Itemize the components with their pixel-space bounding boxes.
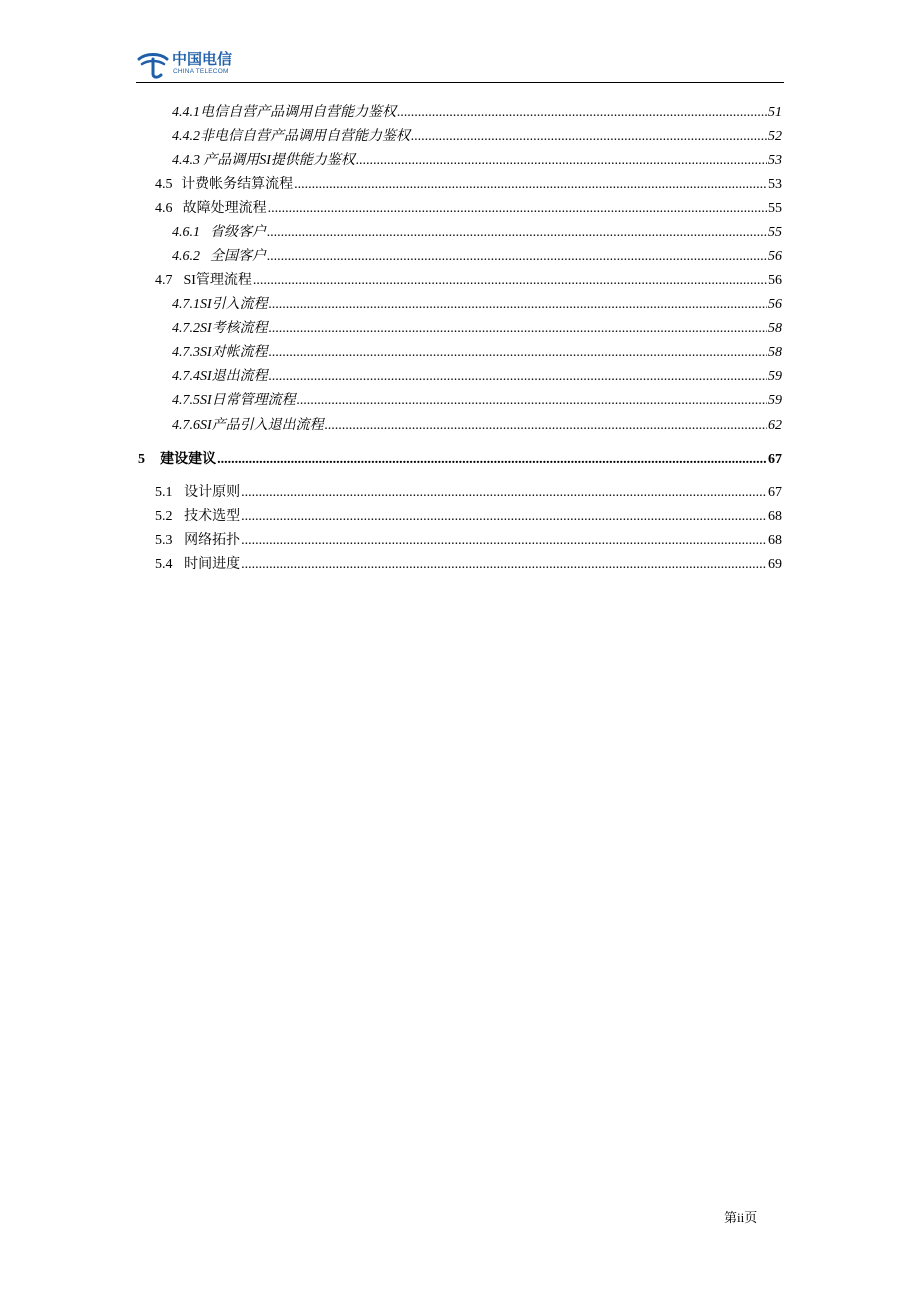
toc-number: 4.4.2 <box>172 129 200 144</box>
toc-leader <box>267 224 767 242</box>
toc-entry-4-7-4[interactable] <box>172 368 782 386</box>
toc-entry-5-1[interactable] <box>155 484 782 502</box>
toc-page: 59 <box>768 369 782 384</box>
toc-title: 产品调用SI提供能力鉴权 <box>203 153 355 168</box>
page-number-footer: 第ii页 <box>724 1210 758 1225</box>
toc-page: 56 <box>768 249 782 264</box>
toc-leader <box>267 248 767 266</box>
toc-title: SI对帐流程 <box>200 345 268 360</box>
toc-number: 4.7.4 <box>172 369 200 384</box>
toc-title: 计费帐务结算流程 <box>181 177 294 192</box>
toc-leader <box>241 556 767 574</box>
toc-leader <box>241 484 767 502</box>
toc-leader <box>269 296 767 314</box>
toc-title: 非电信自营产品调用自营能力鉴权 <box>200 129 410 144</box>
toc-entry-4-6[interactable] <box>155 200 782 218</box>
toc-page: 62 <box>768 418 782 433</box>
toc-number: 4.7.5 <box>172 393 200 408</box>
toc-number: 4.7.3 <box>172 345 200 360</box>
toc-page: 69 <box>768 557 782 572</box>
toc-number: 4.7.1 <box>172 297 200 312</box>
toc-leader <box>397 104 767 122</box>
toc-entry-4-4-3[interactable] <box>172 152 782 170</box>
toc-entry-5-4[interactable] <box>155 556 782 574</box>
toc-entry-4-4-2[interactable] <box>172 128 782 146</box>
toc-page: 51 <box>768 105 782 120</box>
toc-leader <box>356 152 767 170</box>
toc-title: 技术选型 <box>184 509 241 524</box>
toc-page: 58 <box>768 345 782 360</box>
toc-leader <box>269 344 767 362</box>
toc-title: SI产品引入退出流程 <box>200 418 324 433</box>
toc-title: SI管理流程 <box>183 273 252 288</box>
toc-page: 67 <box>768 485 782 500</box>
toc-leader <box>241 532 767 550</box>
toc-page: 68 <box>768 533 782 548</box>
toc-number: 4.6.2 <box>172 249 200 264</box>
logo-english-name: CHINA TELECOM <box>173 68 229 75</box>
logo-chinese-name: 中国电信 <box>172 50 233 68</box>
toc-entry-4-5[interactable] <box>155 176 782 194</box>
toc-number: 4.4.1 <box>172 105 200 120</box>
toc-page: 56 <box>768 273 782 288</box>
toc-title: 省级客户 <box>210 225 267 240</box>
toc-leader <box>297 392 767 410</box>
toc-entry-5[interactable] <box>138 451 782 469</box>
toc-page: 68 <box>768 509 782 524</box>
toc-title: SI日常管理流程 <box>200 393 296 408</box>
toc-leader <box>411 128 767 146</box>
toc-page: 53 <box>768 177 782 192</box>
toc-leader <box>268 200 767 218</box>
toc-leader <box>269 320 767 338</box>
toc-entry-4-7-3[interactable] <box>172 344 782 362</box>
toc-title: SI退出流程 <box>200 369 268 384</box>
toc-page: 55 <box>768 225 782 240</box>
toc-leader <box>325 417 767 435</box>
toc-number: 4.7.2 <box>172 321 200 336</box>
toc-number: 5 <box>138 452 145 467</box>
toc-title: 设计原则 <box>184 485 241 500</box>
toc-leader <box>217 451 767 469</box>
toc-title: SI考核流程 <box>200 321 268 336</box>
toc-title: 网络拓扑 <box>184 533 241 548</box>
toc-entry-4-7-5[interactable] <box>172 392 782 410</box>
toc-title: 故障处理流程 <box>182 201 267 216</box>
toc-number: 4.7 <box>155 273 173 288</box>
toc-entry-5-2[interactable] <box>155 508 782 526</box>
toc-number: 5.3 <box>155 533 173 548</box>
toc-number: 4.6 <box>155 201 173 216</box>
toc-title: 电信自营产品调用自营能力鉴权 <box>200 105 397 120</box>
toc-number: 4.4.3 <box>172 153 200 168</box>
toc-entry-5-3[interactable] <box>155 532 782 550</box>
toc-title: SI引入流程 <box>200 297 268 312</box>
toc-page: 56 <box>768 297 782 312</box>
toc-page: 53 <box>768 153 782 168</box>
toc-entry-4-6-1[interactable] <box>172 224 782 242</box>
toc-page: 67 <box>768 452 782 467</box>
toc-number: 4.6.1 <box>172 225 200 240</box>
toc-title: 全国客户 <box>210 249 267 264</box>
toc-entry-4-6-2[interactable] <box>172 248 782 266</box>
toc-page: 58 <box>768 321 782 336</box>
toc-number: 4.7.6 <box>172 418 200 433</box>
toc-entry-4-4-1[interactable] <box>172 104 782 122</box>
toc-entry-4-7-1[interactable] <box>172 296 782 314</box>
toc-leader <box>253 272 767 290</box>
toc-number: 5.2 <box>155 509 173 524</box>
toc-title: 建设建议 <box>160 452 217 467</box>
toc-leader <box>269 368 767 386</box>
toc-entry-4-7-6[interactable] <box>172 417 782 435</box>
toc-title: 时间进度 <box>184 557 241 572</box>
toc-number: 5.4 <box>155 557 173 572</box>
toc-number: 4.5 <box>155 177 173 192</box>
toc-entry-4-7-2[interactable] <box>172 320 782 338</box>
toc-leader <box>294 176 767 194</box>
toc-leader <box>241 508 767 526</box>
toc-entry-4-7[interactable] <box>155 272 782 290</box>
toc-number: 5.1 <box>155 485 173 500</box>
toc-page: 52 <box>768 129 782 144</box>
toc-page: 59 <box>768 393 782 408</box>
toc-page: 55 <box>768 201 782 216</box>
